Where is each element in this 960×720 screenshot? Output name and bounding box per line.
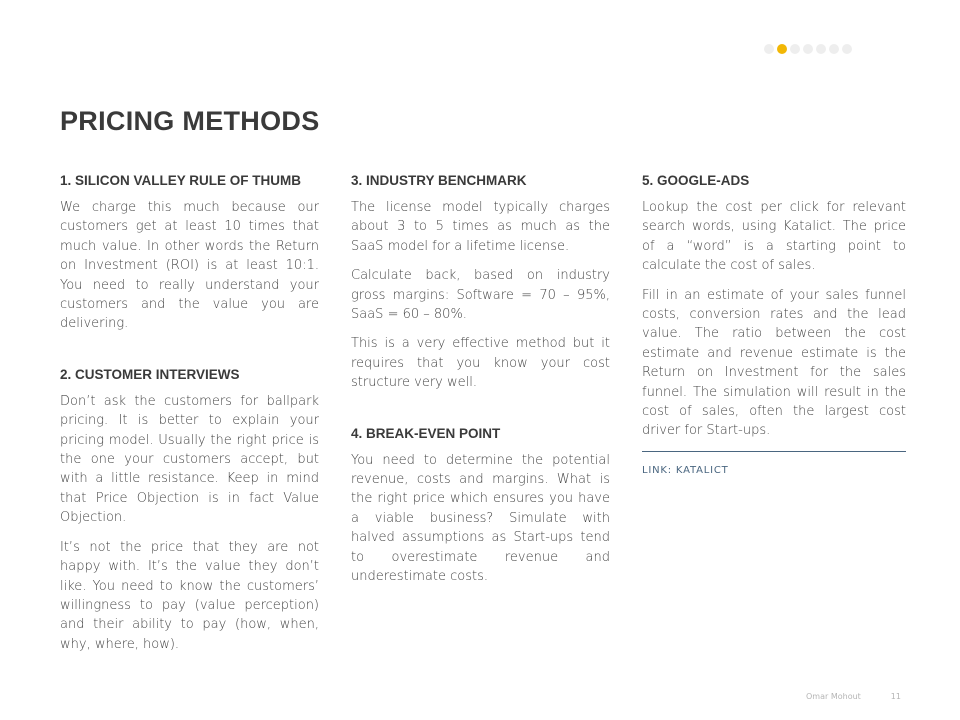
katalict-link[interactable]: LINK: KATALICT — [642, 464, 729, 476]
section-customer-interviews — [60, 366, 319, 654]
section-paragraph: It’s not the price that they are not happy with. It’s the value they don’t like. You need to know the customers’ willingness to pay (value perception) and their ability to pay (how, when, why, where, how). — [60, 539, 319, 652]
section-paragraph: Fill in an estimate of your sales funnel costs, conversion rates and the lead value. The ratio between the cost estimate and revenue estimate is the Return on Investment for the sales funnel. The simulation will result in the cost of sales, often the largest cost driver for Start-ups. — [642, 287, 906, 439]
page-dot[interactable] — [790, 44, 800, 54]
page-dot[interactable] — [816, 44, 826, 54]
footer-author: Omar Mohout — [806, 692, 861, 701]
page-number: 11 — [890, 692, 901, 701]
section-paragraph: We charge this much because our customers get at least 10 times that much value. In other words the Return on Investment (ROI) is at least 10:1. You need to really understand your customers and the value you are delivering. — [60, 200, 319, 332]
section-heading: 2. CUSTOMER INTERVIEWS — [60, 366, 240, 382]
section-paragraph: Calculate back, based on industry gross margins: Software = 70 – 95%, SaaS = 60 – 80%. — [351, 268, 610, 323]
section-industry-benchmark — [351, 172, 610, 393]
page-dot[interactable] — [829, 44, 839, 54]
section-paragraph: This is a very effective method but it requires that you know your cost structure very well. — [351, 336, 610, 391]
section-silicon-valley-rule — [60, 172, 319, 334]
page-dot[interactable] — [842, 44, 852, 54]
section-paragraph: Lookup the cost per click for relevant search words, using Katalict. The price of a “word” is a starting point to calculate the cost of sales. — [642, 200, 906, 274]
column-1 — [60, 172, 319, 664]
page-title: PRICING METHODS — [60, 106, 320, 136]
section-break-even-point — [351, 425, 610, 587]
page-dot[interactable] — [803, 44, 813, 54]
column-3 — [642, 172, 906, 477]
section-paragraph: Don’t ask the customers for ballpark pricing. It is better to explain your pricing model. Usually the right price is the one your customers accept, but with a little resistance. Keep in mind that Price Objection is in fact Value Objection. — [60, 393, 319, 526]
section-paragraph: You need to determine the potential revenue, costs and margins. What is the right price which ensures you have a viable business? Simulate with halved assumptions as Start-ups tend to overestimate revenue and underestimate costs. — [351, 452, 610, 585]
section-heading: 5. GOOGLE-ADS — [642, 173, 750, 188]
pagination-dots — [764, 44, 852, 54]
divider — [642, 451, 906, 452]
column-2 — [351, 172, 610, 597]
section-heading: 1. SILICON VALLEY RULE OF THUMB — [60, 173, 302, 188]
section-google-ads — [642, 172, 906, 477]
section-heading: 3. INDUSTRY BENCHMARK — [351, 173, 527, 188]
page-dot-active[interactable] — [777, 44, 787, 54]
page-dot[interactable] — [764, 44, 774, 54]
section-heading: 4. BREAK-EVEN POINT — [351, 425, 501, 441]
section-paragraph: The license model typically charges about 3 to 5 times as much as the SaaS model for a lifetime license. — [351, 200, 610, 254]
footer — [806, 692, 901, 701]
